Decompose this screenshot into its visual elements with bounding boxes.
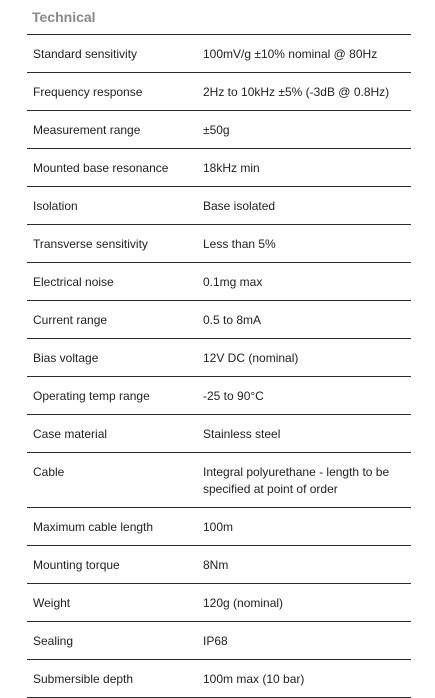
section-title: Technical [32, 9, 96, 25]
spec-value: 18kHz min [203, 161, 260, 175]
spec-row-cable [27, 453, 411, 508]
spec-label: Mounted base resonance [33, 161, 169, 175]
spec-row-electrical-noise [27, 263, 411, 301]
spec-label: Bias voltage [33, 351, 99, 365]
spec-row-weight [27, 584, 411, 622]
spec-value: 120g (nominal) [203, 596, 284, 610]
spec-value: 12V DC (nominal) [203, 351, 299, 365]
spec-label: Frequency response [33, 85, 143, 99]
spec-row-current-range [27, 301, 411, 339]
spec-label: Electrical noise [33, 275, 114, 289]
spec-value: 100mV/g ±10% nominal @ 80Hz [203, 47, 378, 61]
spec-row-operating-temp-range [27, 377, 411, 415]
spec-row-isolation [27, 187, 411, 225]
spec-label: Current range [33, 313, 108, 327]
spec-label: Transverse sensitivity [33, 237, 148, 251]
spec-value: 2Hz to 10kHz ±5% (-3dB @ 0.8Hz) [203, 85, 390, 99]
spec-label: Weight [33, 596, 71, 610]
spec-value: Less than 5% [203, 237, 276, 251]
spec-row-bias-voltage [27, 339, 411, 377]
spec-value: 0.5 to 8mA [203, 313, 262, 327]
spec-row-mounted-base-resonance [27, 149, 411, 187]
technical-spec-table [27, 34, 411, 698]
spec-row-measurement-range [27, 111, 411, 149]
spec-value: 100m max (10 bar) [203, 672, 305, 686]
spec-row-maximum-cable-length [27, 508, 411, 546]
spec-label: Mounting torque [33, 558, 120, 572]
spec-label: Isolation [33, 199, 78, 213]
spec-label: Maximum cable length [33, 520, 154, 534]
spec-row-case-material [27, 415, 411, 453]
spec-value: ±50g [203, 123, 230, 137]
spec-row-mounting-torque [27, 546, 411, 584]
spec-row-frequency-response [27, 73, 411, 111]
spec-label: Standard sensitivity [33, 47, 138, 61]
spec-label: Measurement range [33, 123, 141, 137]
spec-value: 100m [203, 520, 234, 534]
spec-value: Integral polyurethane - length to be specified at point of order [203, 465, 390, 496]
spec-label: Sealing [33, 634, 74, 648]
spec-label: Operating temp range [33, 389, 150, 403]
spec-label: Case material [33, 427, 108, 441]
spec-row-transverse-sensitivity [27, 225, 411, 263]
spec-label: Cable [33, 465, 65, 479]
spec-value: 8Nm [203, 558, 229, 572]
spec-value: -25 to 90°C [203, 389, 264, 403]
spec-row-standard-sensitivity [27, 35, 411, 73]
spec-value: Stainless steel [203, 427, 281, 441]
spec-value: IP68 [203, 634, 228, 648]
spec-row-submersible-depth [27, 660, 411, 698]
spec-row-sealing [27, 622, 411, 660]
spec-value: Base isolated [203, 199, 276, 213]
spec-value: 0.1mg max [203, 275, 263, 289]
spec-label: Submersible depth [33, 672, 134, 686]
